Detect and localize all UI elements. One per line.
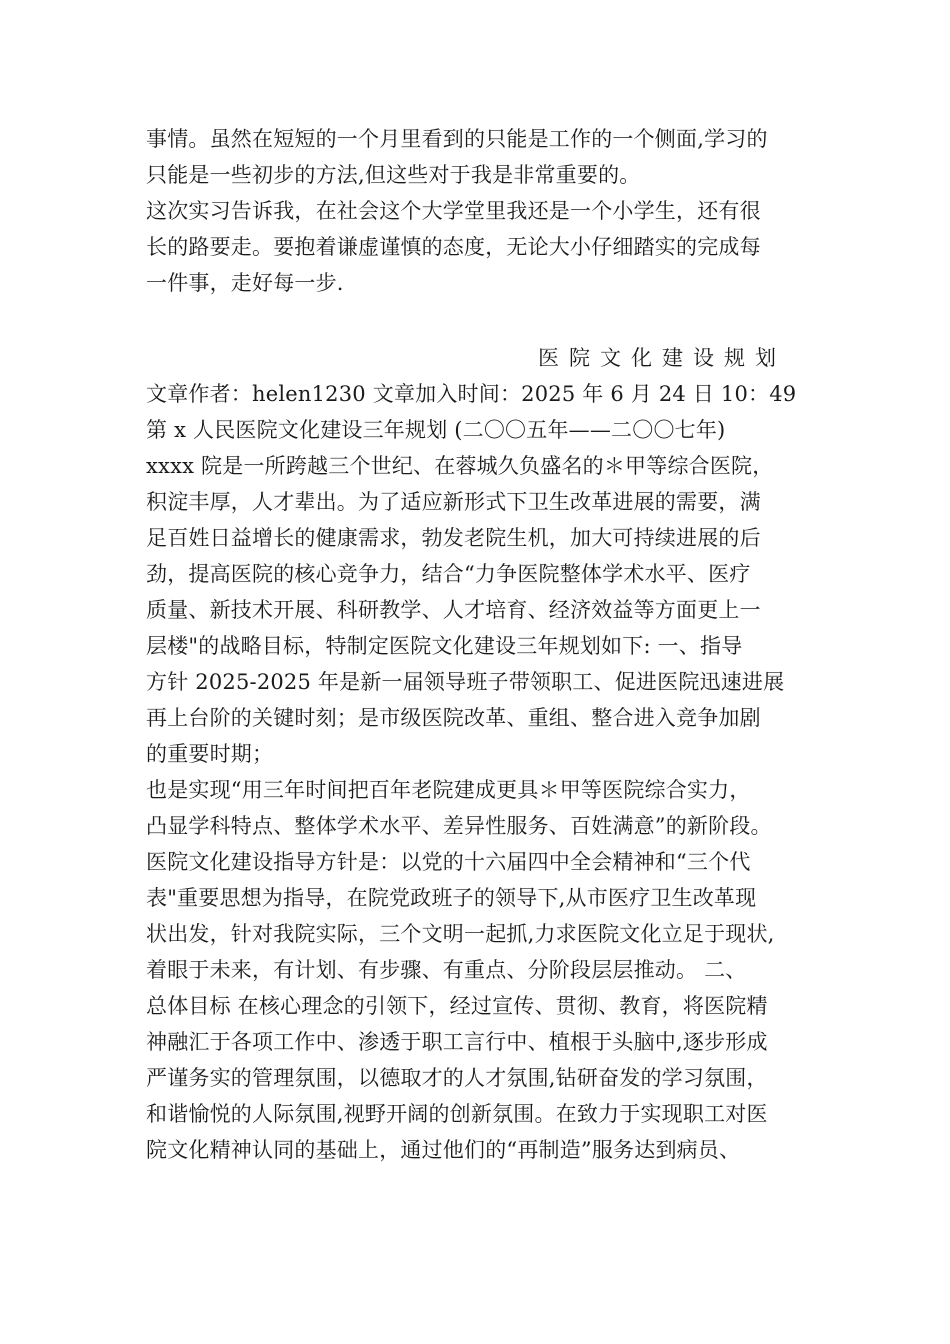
intro-line: 这次实习告诉我，在社会这个大学堂里我还是一个小学生，还有很 (146, 199, 761, 223)
body-line: 表"重要思想为指导，在院党政班子的领导下,从市医疗卫生改革现 (146, 886, 757, 910)
body-line: 足百姓日益增长的健康需求，勃发老院生机，加大可持续进展的后 (146, 526, 761, 550)
intro-line: 事情。虽然在短短的一个月里看到的只能是工作的一个侧面,学习的 (146, 127, 768, 151)
body-line: 再上台阶的关键时刻；是市级医院改革、重组、整合进入竞争加剧 (146, 706, 761, 730)
body-line: 严谨务实的管理氛围，以德取才的人才氛围,钻研奋发的学习氛围， (146, 1066, 768, 1090)
body-line: 也是实现“用三年时间把百年老院建成更具＊甲等医院综合实力， (146, 778, 751, 802)
body-line: 状出发，针对我院实际，三个文明一起抓,力求医院文化立足于现状, (146, 922, 775, 946)
body-line: 凸显学科特点、整体学术水平、差异性服务、百姓满意”的新阶段。 (146, 814, 772, 838)
body-line: 文章作者：helen1230 文章加入时间：2025 年 6 月 24 日 10：49 (146, 382, 797, 406)
body-line: 神融汇于各项工作中、渗透于职工言行中、植根于头脑中,逐步形成 (146, 1030, 768, 1054)
body-line: 层楼"的战略目标，特制定医院文化建设三年规划如下: 一、指导 (146, 634, 743, 658)
intro-line: 只能是一些初步的方法,但这些对于我是非常重要的。 (146, 163, 641, 187)
body-line: 方针 2025-2025 年是新一届领导班子带领职工、促进医院迅速进展 (146, 670, 785, 694)
article-title: 医院文化建设规划 (538, 346, 786, 370)
body-line: 院文化精神认同的基础上，通过他们的“再制造”服务达到病员、 (146, 1138, 741, 1162)
intro-line: 长的路要走。要抱着谦虚谨慎的态度，无论大小仔细踏实的完成每 (146, 235, 761, 259)
body-line: 着眼于未来，有计划、有步骤、有重点、分阶段层层推动。 二、 (146, 958, 747, 982)
intro-line: 一件事，走好每一步. (146, 271, 344, 295)
body-line: 医院文化建设指导方针是：以党的十六届四中全会精神和“三个代 (146, 850, 751, 874)
body-line: 第 x 人民医院文化建设三年规划 (二〇〇五年——二〇〇七年) (146, 418, 726, 442)
body-line: 的重要时期； (146, 742, 274, 766)
body-line: 劲，提高医院的核心竞争力，结合“力争医院整体学术水平、医疗 (146, 562, 751, 586)
body-line: xxxx 院是一所跨越三个世纪、在蓉城久负盛名的＊甲等综合医院， (146, 454, 774, 478)
body-line: 总体目标 在核心理念的引领下，经过宣传、贯彻、教育，将医院精 (146, 994, 768, 1018)
body-line: 积淀丰厚，人才辈出。为了适应新形式下卫生改革进展的需要，满 (146, 490, 761, 514)
body-line: 质量、新技术开展、科研教学、人才培育、经济效益等方面更上一 (146, 598, 761, 622)
body-line: 和谐愉悦的人际氛围,视野开阔的创新氛围。在致力于实现职工对医 (146, 1102, 768, 1126)
